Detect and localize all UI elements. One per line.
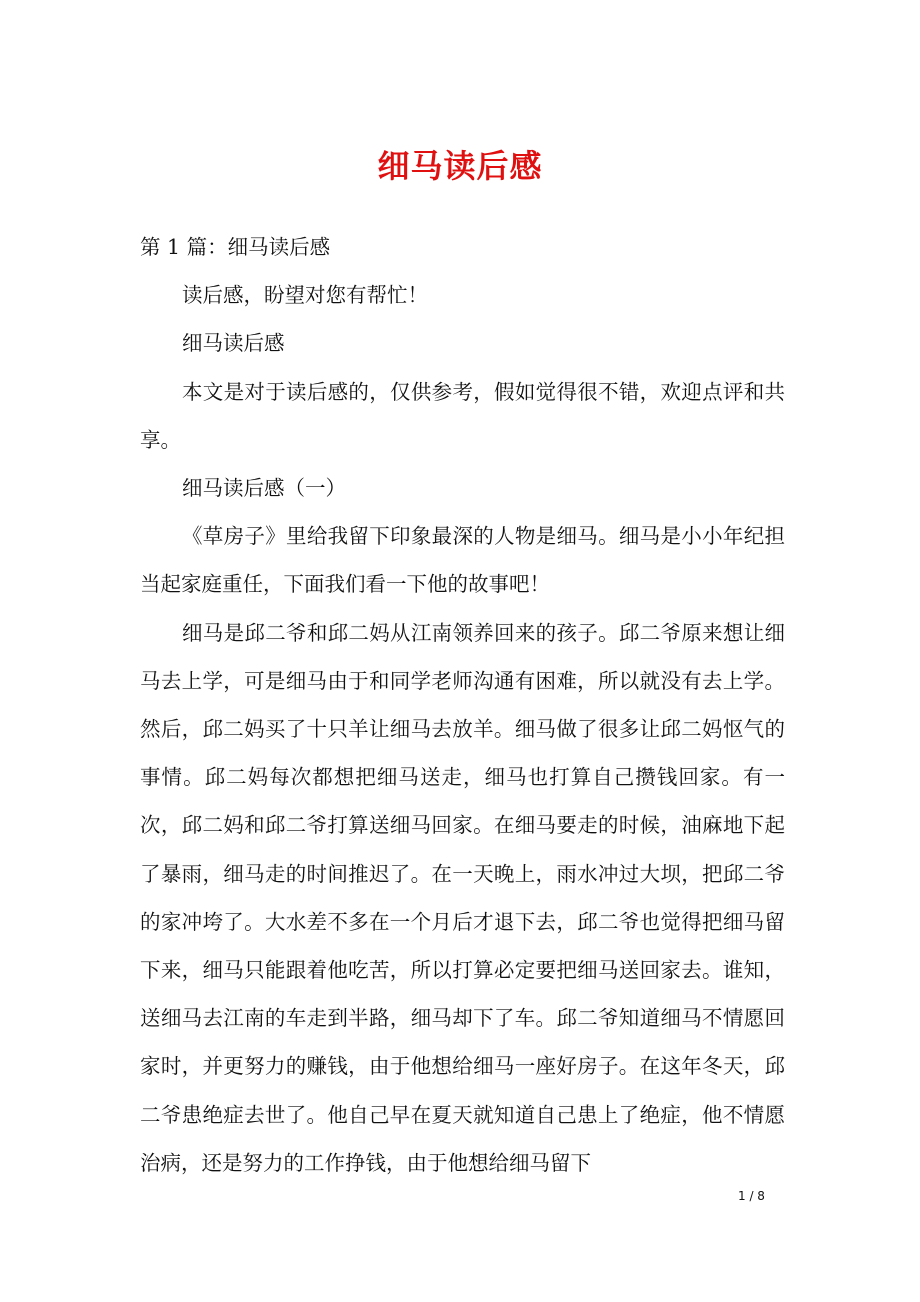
paragraph-intro: 读后感，盼望对您有帮忙！ <box>182 283 428 308</box>
document-title: 细马读后感 <box>377 147 543 185</box>
paragraph-part-one-heading: 细马读后感（一） <box>182 476 346 501</box>
section-heading: 第 1 篇：细马读后感 <box>140 235 331 259</box>
document-body <box>140 223 785 1187</box>
paragraph-disclaimer: 本文是对于读后感的，仅供参考，假如觉得很不错，欢迎点评和共享。 <box>140 379 785 452</box>
paragraph-story: 细马是邱二爷和邱二妈从江南领养回来的孩子。邱二爷原来想让细马去上学，可是细马由于和同学老师沟通有困难，所以就没有去上学。然后，邱二妈买了十只羊让细马去放羊。细马做了很多让邱二妈怄气的事情。邱二妈每次都想把细马送走，细马也打算自己攒钱回家。有一次，邱二妈和邱二爷打算送细马回家。在细马要走的时候，油麻地下起了暴雨，细马走的时间推迟了。在一天晚上，雨水冲过大坝，把邱二爷的家冲垮了。大水差不多在一个月后才退下去，邱二爷也觉得把细马留下来，细马只能跟着他吃苦，所以打算必定要把细马送回家去。谁知，送细马去江南的车走到半路，细马却下了车。邱二爷知道细马不情愿回家时，并更努力的赚钱，由于他想给细马一座好房子。在这年冬天，邱二爷患绝症去世了。他自己早在夏天就知道自己患上了绝症，他不情愿治病，还是努力的工作挣钱，由于他想给细马留下 <box>140 620 785 1175</box>
paragraph-subtitle: 细马读后感 <box>182 331 285 356</box>
paragraph-opening: 《草房子》里给我留下印象最深的人物是细马。细马是小小年纪担当起家庭重任，下面我们看一下他的故事吧！ <box>140 524 785 597</box>
page-number: 1 / 8 <box>738 1189 765 1203</box>
